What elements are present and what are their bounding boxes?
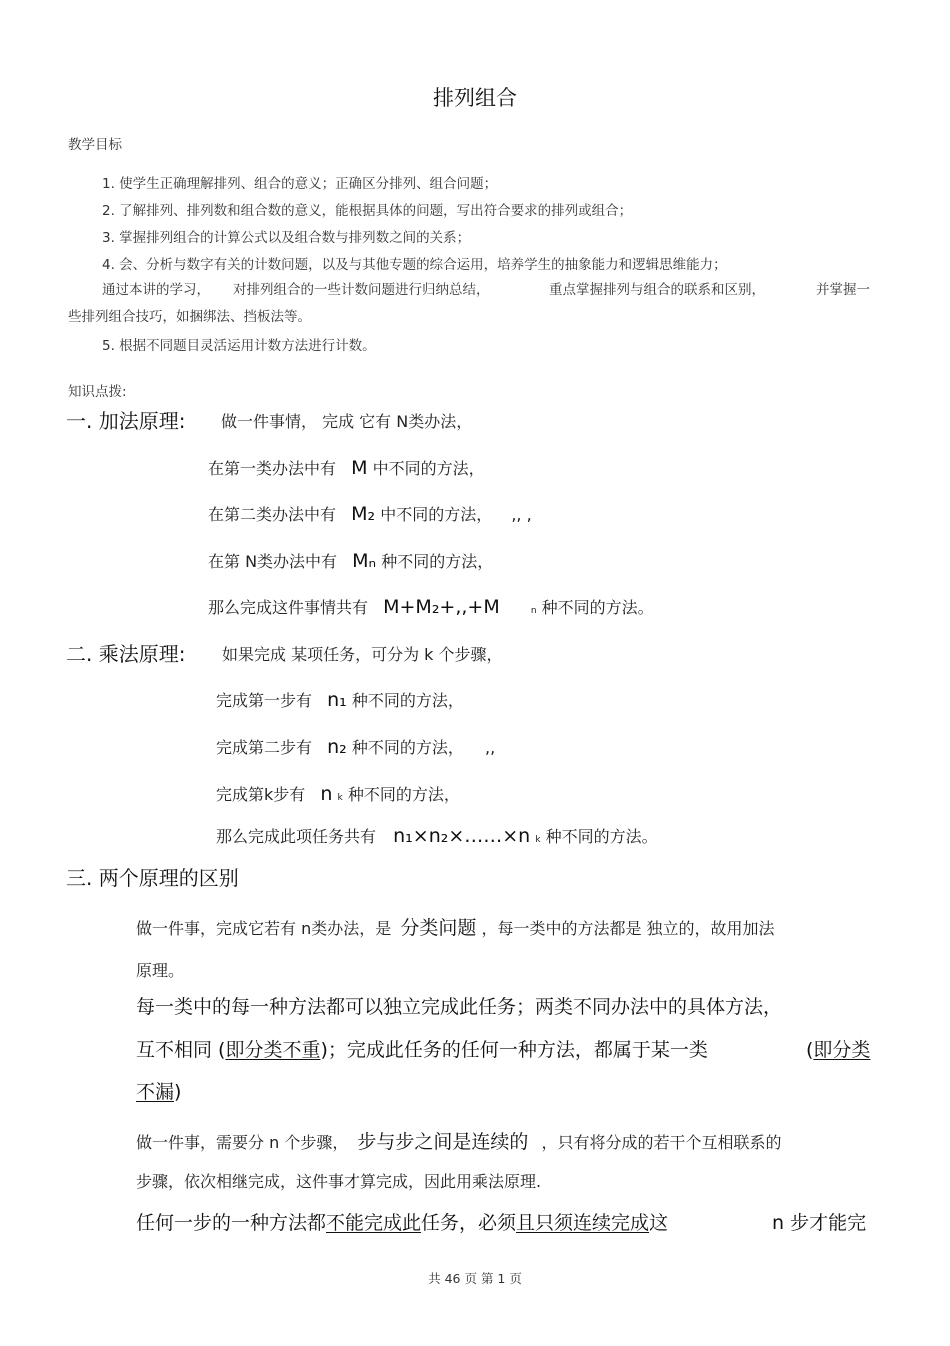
mul-line-2-end: 种不同的方法，: [351, 738, 464, 757]
diff-para-6: 步骤，依次相继完成，这件事才算完成，因此用乘法原理.: [136, 1172, 542, 1191]
diff-para-7-d: 且只须连续完成: [516, 1212, 650, 1234]
mul-line-3: [216, 782, 460, 805]
add-line-2-var: M₂: [351, 503, 376, 525]
diff-para-3-tail: [806, 1035, 870, 1062]
goal-item-1: 1. 使学生正确理解排列、组合的意义；正确区分排列、组合问题；: [102, 176, 498, 192]
goals-heading: 教学目标: [68, 137, 122, 153]
mul-line-4-end: 种不同的方法。: [545, 827, 658, 846]
add-line-3-text: 在第 N类办法中有: [208, 552, 338, 571]
mul-line-4-formula: n₁×n₂×……×n: [393, 825, 531, 847]
mul-line-1-end: 种不同的方法，: [351, 691, 464, 710]
add-line-4: [208, 595, 654, 618]
add-line-2-end: 中不同的方法，: [380, 505, 493, 524]
page-title: 排列组合: [433, 86, 517, 110]
section-3-heading: 三. 两个原理的区别: [66, 866, 239, 890]
goal-item-4b-b: 对排列组合的一些计数问题进行归纳总结，: [233, 282, 490, 298]
diff-para-5-a: 做一件事，需要分 n 个步骤，: [136, 1133, 349, 1152]
add-line-2: [208, 502, 532, 525]
mul-line-3-text: 完成第k步有: [216, 785, 306, 804]
add-line-1-text: 在第一类办法中有: [208, 459, 337, 478]
mul-line-3-sub: k: [337, 793, 343, 803]
diff-para-7: [136, 1208, 668, 1235]
diff-para-7-e: 这: [649, 1212, 669, 1234]
diff-para-7-c: 任务，必须: [421, 1212, 517, 1234]
add-line-3: [208, 549, 493, 572]
mul-line-2-dots: ,,: [484, 738, 496, 757]
diff-para-3-a: 互不相同 (: [136, 1039, 226, 1061]
diff-para-1-cont: 原理。: [136, 961, 185, 980]
goal-item-4b-c: 重点掌握排列与组合的联系和区别，: [549, 282, 765, 298]
diff-para-4-b: ): [174, 1081, 182, 1103]
diff-para-4-a: 不漏: [136, 1081, 175, 1103]
diff-para-1-b: 分类问题: [400, 917, 477, 939]
goal-item-4b-a: 通过本讲的学习，: [102, 282, 210, 298]
add-line-3-end: 种不同的方法，: [381, 552, 494, 571]
goal-item-2: 2. 了解排列、排列数和组合数的意义，能根据具体的问题，写出符合要求的排列或组合；: [102, 203, 633, 219]
goal-item-5: 5. 根据不同题目灵活运用计数方法进行计数。: [102, 338, 376, 354]
diff-para-3-d: (: [806, 1039, 814, 1061]
diff-para-5: [136, 1127, 782, 1154]
mul-line-4-text: 那么完成此项任务共有: [216, 827, 377, 846]
goal-item-4c: 些排列组合技巧，如捆绑法、挡板法等。: [68, 309, 311, 325]
diff-para-3: [136, 1035, 708, 1062]
mul-line-4: [216, 824, 658, 847]
goal-item-4b-d: 并掌握一: [816, 282, 870, 298]
mul-line-3-var: n: [320, 783, 333, 805]
diff-para-2: 每一类中的每一种方法都可以独立完成此任务；两类不同办法中的具体方法，: [136, 996, 783, 1018]
diff-para-5-c: ，只有将分成的若干个互相联系的: [541, 1133, 782, 1152]
diff-para-4: [136, 1077, 181, 1104]
diff-para-7-a: 任何一步的一种方法都: [136, 1212, 327, 1234]
diff-para-3-c: )；完成此任务的任何一种方法，都属于某一类: [320, 1039, 708, 1061]
section-1-heading: 一. 加法原理:: [66, 409, 186, 433]
add-line-1: [208, 456, 485, 479]
diff-para-1: [136, 913, 775, 940]
add-line-1-end: 中不同的方法，: [372, 459, 485, 478]
section-2-intro: 如果完成 某项任务，可分为 k 个步骤，: [222, 645, 503, 664]
section-2-heading: 二. 乘法原理:: [66, 642, 186, 666]
goal-item-4: 4. 会、分析与数字有关的计数问题，以及与其他专题的综合运用，培养学生的抽象能力和逻辑思维能力；: [102, 257, 727, 273]
add-line-2-text: 在第二类办法中有: [208, 505, 337, 524]
section-1-intro: 做一件事情， 完成 它有 N类办法，: [221, 412, 473, 431]
page-footer: 共 46 页 第 1 页: [428, 1271, 522, 1286]
diff-para-1-c: ，每一类中的方法都是 独立的，故用加法: [481, 919, 775, 938]
goal-item-3: 3. 掌握排列组合的计算公式以及组合数与排列数之间的关系；: [102, 230, 471, 246]
diff-para-3-e: 即分类: [813, 1039, 871, 1061]
add-line-4-end: 种不同的方法。: [541, 598, 654, 617]
add-line-2-dots: ,, ,: [511, 505, 532, 524]
diff-para-7-b: 不能完成此: [326, 1212, 422, 1234]
mul-line-1-text: 完成第一步有: [216, 691, 313, 710]
add-line-4-text: 那么完成这件事情共有: [208, 598, 369, 617]
mul-line-2-text: 完成第二步有: [216, 738, 313, 757]
diff-para-1-a: 做一件事，完成它若有 n类办法，是: [136, 919, 392, 938]
knowledge-heading: 知识点拨:: [68, 384, 127, 400]
diff-para-3-b: 即分类不重: [225, 1039, 321, 1061]
add-line-1-var: M: [351, 457, 368, 479]
mul-line-1-var: n₁: [327, 689, 347, 711]
mul-line-2-var: n₂: [327, 736, 347, 758]
mul-line-3-end: 种不同的方法，: [347, 785, 460, 804]
diff-para-5-b: 步与步之间是连续的: [357, 1131, 529, 1153]
add-line-4-formula: M+M₂+,,+M: [383, 596, 500, 618]
mul-line-4-sub: k: [535, 835, 541, 845]
mul-line-2: [216, 735, 495, 758]
diff-para-7-tail: n 步才能完: [772, 1212, 867, 1234]
add-line-4-sub: n: [530, 606, 537, 616]
mul-line-1: [216, 688, 464, 711]
add-line-3-var: Mₙ: [352, 550, 377, 572]
